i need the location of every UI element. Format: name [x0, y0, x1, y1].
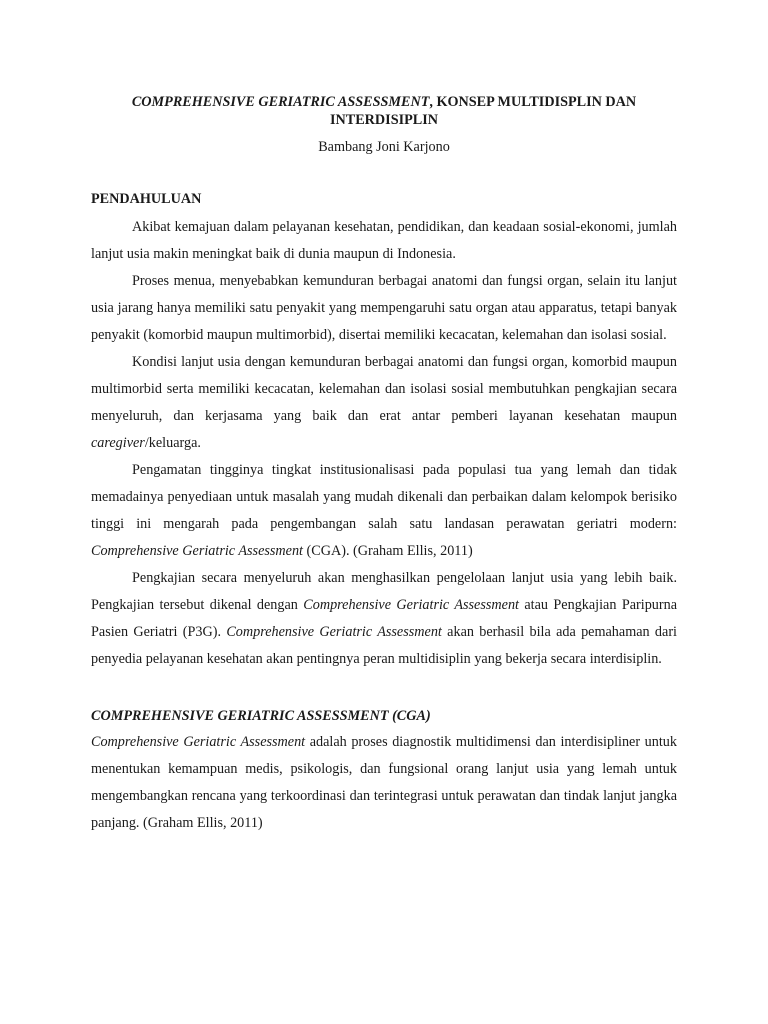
- paragraph-5-text-b: atau Pengkajian Paripurna Pasien Geriatri (P3G).: [91, 597, 678, 640]
- paragraph-5-italic-2: Comprehensive Geriatric Assessment: [226, 624, 442, 640]
- paragraph-4-text-a: Pengamatan tingginya tingkat institusionalisasi pada populasi tua yang lemah dan tidak memadainya penyediaan untuk masalah yang mudah dikenali dan perbaikan dalam kelompok berisiko tinggi ini mengarah pada pengembangan salah satu landasan perawatan geriatri modern:: [91, 462, 677, 532]
- paragraph-1: Akibat kemajuan dalam pelayanan kesehatan, pendidikan, dan keadaan sosial-ekonomi, jumlah lanjut usia makin meningkat baik di dunia maupun di Indonesia.: [91, 219, 677, 262]
- paragraph-cga-definition: [91, 729, 677, 837]
- title-rest-line1: , KONSEP MULTIDISPLIN DAN: [429, 94, 637, 110]
- paragraph-5-text-c: akan berhasil bila ada pemahaman dari penyedia pelayanan kesehatan akan pentingnya peran multidisiplin yang bekerja secara interdisiplin.: [91, 624, 677, 667]
- title-italic-part: COMPREHENSIVE GERIATRIC ASSESSMENT: [131, 94, 430, 110]
- paragraph-4-italic: Comprehensive Geriatric Assessment: [91, 543, 303, 559]
- paragraph-4: [91, 457, 677, 565]
- title-line2: INTERDISIPLIN: [329, 112, 438, 128]
- paragraph-3-text-a: Kondisi lanjut usia dengan kemunduran berbagai anatomi dan fungsi organ, komorbid maupun multimorbid serta memiliki kecacatan, kelemahan dan isolasi sosial membutuhkan pengkajian secara menyeluruh, dan kerjasama yang baik dan erat antar pemberi layanan kesehatan maupun: [91, 354, 677, 424]
- paragraph-5-text-a: Pengkajian secara menyeluruh akan menghasilkan pengelolaan lanjut usia yang lebih baik. Pengkajian tersebut dikenal dengan: [91, 570, 677, 613]
- paragraph-5: [91, 565, 677, 673]
- paragraph-3-italic: caregiver: [91, 435, 145, 451]
- paragraph-2: Proses menua, menyebabkan kemunduran berbagai anatomi dan fungsi organ, selain itu lanjut usia jarang hanya memiliki satu penyakit yang mempengaruhi satu organ atau apparatus, tetapi banyak penyakit (komorbid maupun multimorbid), disertai memiliki kecacatan, kelemahan dan isolasi sosial.: [91, 273, 677, 343]
- section-heading-pendahuluan: PENDAHULUAN: [91, 191, 202, 207]
- paragraph-3-text-b: /keluarga.: [144, 435, 201, 451]
- paragraph-cga-text: adalah proses diagnostik multidimensi dan interdisipliner untuk menentukan kemampuan medis, psikologis, dan fungsional orang lanjut usia yang lemah untuk mengembangkan rencana yang terkoordinasi dan terintegrasi untuk perawatan dan tindak lanjut jangka panjang. (Graham Ellis, 2011): [91, 734, 677, 831]
- paragraph-4-text-b: (CGA). (Graham Ellis, 2011): [303, 543, 473, 559]
- paragraph-3: [91, 349, 677, 457]
- paragraph-cga-italic: Comprehensive Geriatric Assessment: [91, 734, 306, 750]
- author-name: Bambang Joni Karjono: [318, 139, 450, 155]
- paragraph-5-italic-1: Comprehensive Geriatric Assessment: [303, 597, 519, 613]
- document-title: [91, 93, 677, 129]
- section-heading-cga: COMPREHENSIVE GERIATRIC ASSESSMENT (CGA): [91, 708, 431, 724]
